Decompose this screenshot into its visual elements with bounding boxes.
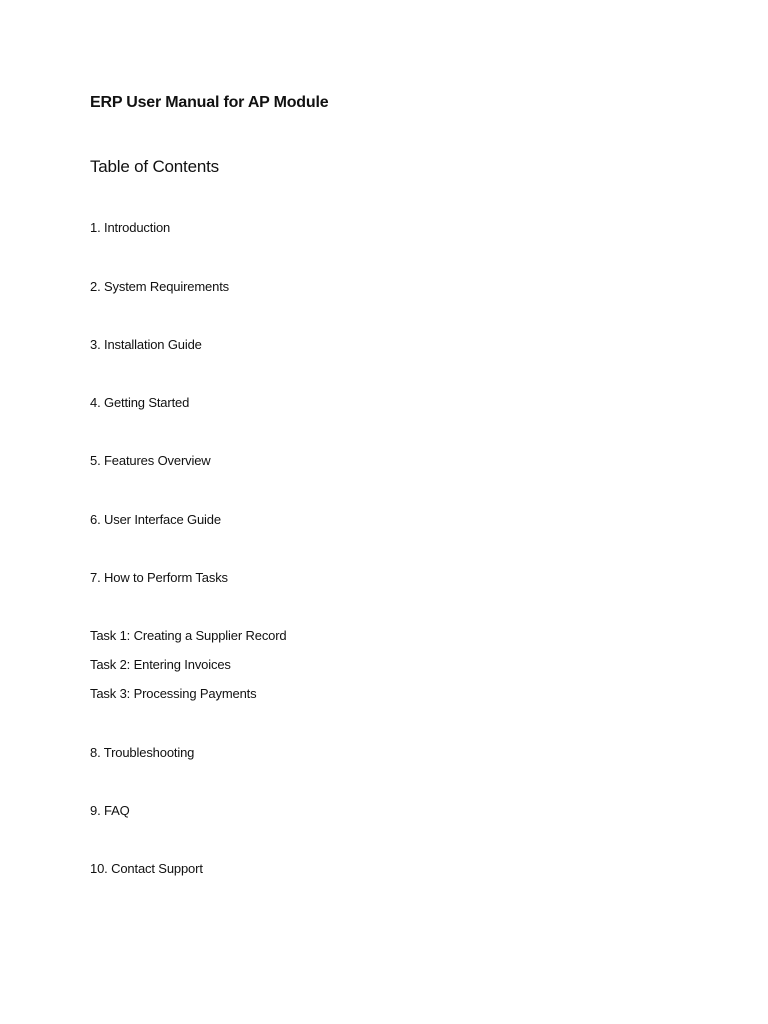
toc-item-installation-guide: 3. Installation Guide xyxy=(90,337,202,352)
toc-item-faq: 9. FAQ xyxy=(90,803,130,818)
toc-item-system-requirements: 2. System Requirements xyxy=(90,279,230,294)
toc-heading: Table of Contents xyxy=(90,157,219,176)
toc-task-entering-invoices: Task 2: Entering Invoices xyxy=(90,657,231,672)
toc-item-contact-support: 10. Contact Support xyxy=(90,861,203,876)
document-title: ERP User Manual for AP Module xyxy=(90,94,329,111)
toc-task-creating-supplier-record: Task 1: Creating a Supplier Record xyxy=(90,628,287,643)
toc-item-features-overview: 5. Features Overview xyxy=(90,453,211,468)
toc-item-user-interface-guide: 6. User Interface Guide xyxy=(90,512,221,527)
toc-item-troubleshooting: 8. Troubleshooting xyxy=(90,745,195,760)
toc-item-introduction: 1. Introduction xyxy=(90,220,171,235)
toc-item-getting-started: 4. Getting Started xyxy=(90,395,190,410)
toc-task-processing-payments: Task 3: Processing Payments xyxy=(90,686,257,701)
toc-item-how-to-perform-tasks: 7. How to Perform Tasks xyxy=(90,570,228,585)
